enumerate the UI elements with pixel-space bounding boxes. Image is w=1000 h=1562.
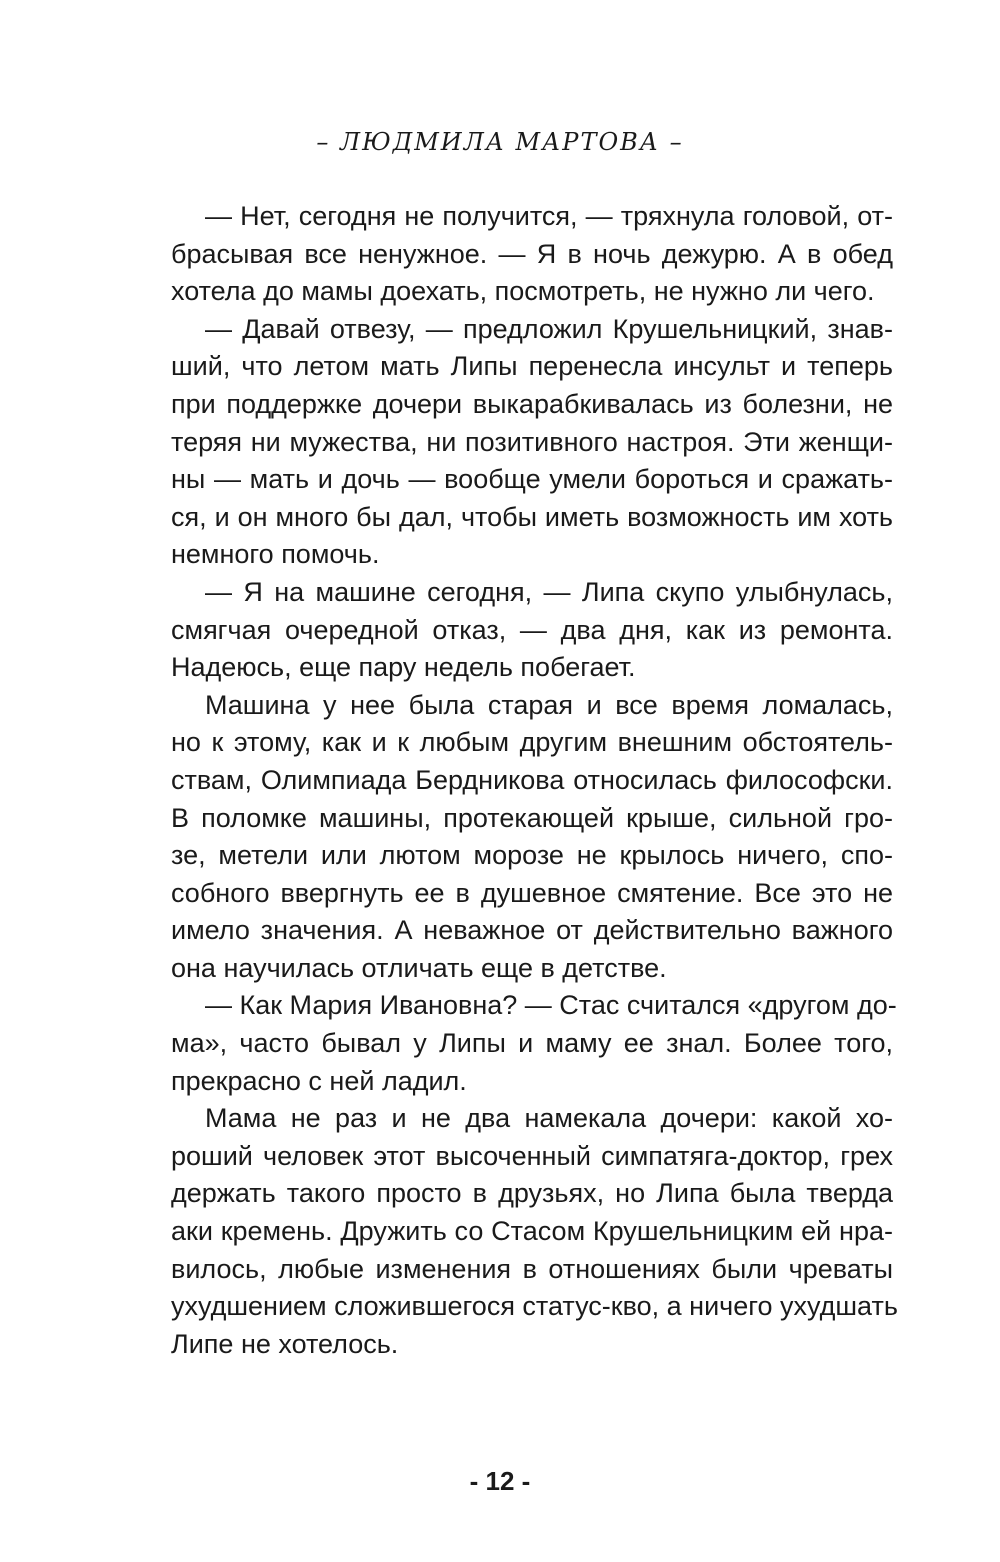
text-line: собного ввергнуть ее в душевное смятение. Все это не — [171, 877, 893, 908]
text-line: при поддержке дочери выкарабкивалась из болезни, не — [171, 388, 893, 419]
text-line: Машина у нее была старая и все время ломалась, — [205, 689, 893, 720]
paragraph-1 — [171, 198, 893, 311]
text-line: Надеюсь, еще пару недель побегает. — [171, 652, 636, 683]
paragraph-5 — [171, 987, 897, 1100]
text-line: имело значения. А неважное от действительно важного — [171, 915, 893, 946]
text-line: Липе не хотелось. — [171, 1328, 399, 1359]
text-line: теряя ни мужества, ни позитивного настроя. Эти женщи- — [171, 426, 893, 457]
text-line: Мама не раз и не два намекала дочери: какой хо- — [205, 1103, 893, 1134]
text-line: ны — мать и дочь — вообще умели бороться и сражать- — [171, 464, 893, 495]
text-line: — Нет, сегодня не получится, — тряхнула головой, от- — [205, 201, 893, 231]
text-line: ший, что летом мать Липы перенесла инсульт и теперь — [171, 351, 893, 382]
page-number: - 12 - — [469, 1466, 531, 1496]
text-line: но к этому, как и к любым другим внешним обстоятель- — [171, 727, 893, 758]
text-line: — Как Мария Ивановна? — Стас считался «другом до- — [205, 990, 897, 1021]
text-line: смягчая очередной отказ, — два дня, как из ремонта. — [171, 614, 893, 645]
text-line: брасывая все ненужное. — Я в ночь дежурю. А в обед — [171, 238, 893, 269]
text-line: ся, и он много бы дал, чтобы иметь возможность им хоть — [171, 501, 893, 532]
text-line: вилось, любые изменения в отношениях были чреваты — [171, 1253, 893, 1284]
paragraph-6 — [171, 1100, 898, 1363]
paragraph-3 — [171, 574, 893, 687]
text-line: ствам, Олимпиада Бердникова относилась философски. — [171, 764, 893, 795]
text-line: она научилась отличать еще в детстве. — [171, 952, 667, 983]
text-line: немного помочь. — [171, 539, 380, 570]
text-line: ма», часто бывал у Липы и маму ее знал. Более того, — [171, 1028, 893, 1059]
text-line: роший человек этот высоченный симпатяга-доктор, грех — [171, 1140, 893, 1171]
body-text — [171, 198, 898, 1363]
text-line: аки кремень. Дружить со Стасом Крушельницким ей нра- — [171, 1216, 893, 1247]
text-line: — Давай отвезу, — предложил Крушельницкий, знав- — [205, 313, 893, 344]
paragraph-2 — [171, 311, 893, 574]
paragraph-4 — [171, 687, 893, 988]
running-head: – ЛЮДМИЛА МАРТОВА – — [316, 128, 684, 156]
text-line: В поломке машины, протекающей крыше, сильной гро- — [171, 802, 893, 833]
text-line: прекрасно с ней ладил. — [171, 1065, 467, 1096]
text-line: хотела до мамы доехать, посмотреть, не нужно ли чего. — [171, 276, 875, 307]
text-line: ухудшением сложившегося статус-кво, а ничего ухудшать — [171, 1291, 898, 1322]
text-line: — Я на машине сегодня, — Липа скупо улыбнулась, — [205, 576, 893, 607]
text-line: держать такого просто в друзьях, но Липа была тверда — [171, 1178, 893, 1209]
text-line: зе, метели или лютом морозе не крылось ничего, спо- — [171, 840, 893, 871]
